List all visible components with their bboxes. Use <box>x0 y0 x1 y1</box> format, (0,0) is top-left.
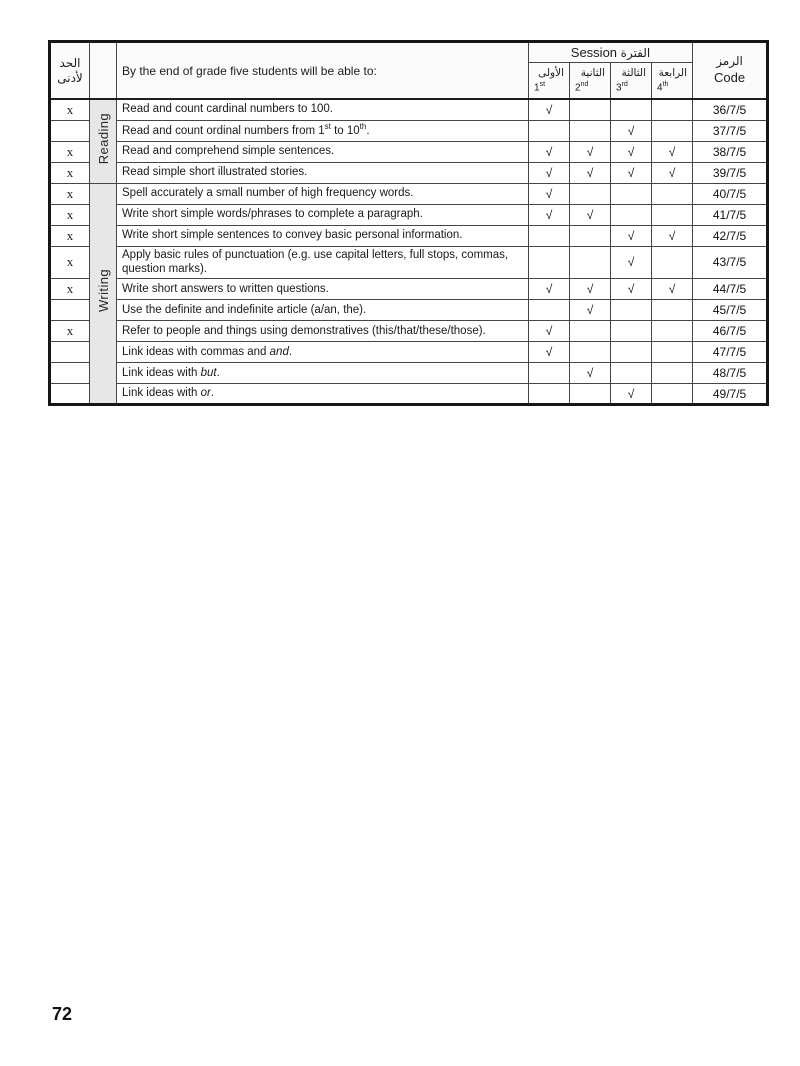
session-label-ar: الفترة <box>620 46 651 60</box>
code-label-ar: الرمز <box>716 54 743 69</box>
objective-cell: Read simple short illustrated stories. <box>117 162 529 183</box>
session-4-check-cell <box>652 321 693 342</box>
objective-cell: Use the definite and indefinite article (a/an, the). <box>117 300 529 321</box>
objective-cell: Apply basic rules of punctuation (e.g. use capital letters, full stops, commas, question marks). <box>117 246 529 279</box>
minimum-indicator-cell <box>50 384 90 405</box>
table-row <box>50 183 768 204</box>
table-row <box>50 204 768 225</box>
session-3-check-cell <box>611 363 652 384</box>
session-1-check-cell <box>529 225 570 246</box>
table-body <box>50 99 768 405</box>
session-2-check-cell <box>570 99 611 120</box>
session-3-check-cell: √ <box>611 225 652 246</box>
minimum-indicator-cell: x <box>50 279 90 300</box>
table-row <box>50 246 768 279</box>
page-number: 72 <box>52 1004 73 1024</box>
table-row <box>50 162 768 183</box>
code-cell: 42/7/5 <box>693 225 768 246</box>
code-cell: 43/7/5 <box>693 246 768 279</box>
table-row <box>50 99 768 120</box>
session-4-check-cell <box>652 246 693 279</box>
session-1-check-cell <box>529 363 570 384</box>
session-column-header-4: الرابعة 4th <box>652 63 693 100</box>
session-1-check-cell: √ <box>529 279 570 300</box>
session-1-check-cell: √ <box>529 321 570 342</box>
code-cell: 49/7/5 <box>693 384 768 405</box>
code-cell: 36/7/5 <box>693 99 768 120</box>
session-3-check-cell: √ <box>611 279 652 300</box>
session-2-check-cell <box>570 321 611 342</box>
session-2-check-cell <box>570 384 611 405</box>
session-1-check-cell: √ <box>529 183 570 204</box>
table-row <box>50 384 768 405</box>
objective-cell: Write short simple words/phrases to complete a paragraph. <box>117 204 529 225</box>
session-4-check-cell <box>652 183 693 204</box>
session-2-check-cell: √ <box>570 204 611 225</box>
objective-cell: Link ideas with or. <box>117 384 529 405</box>
table-row <box>50 120 768 141</box>
session-4-check-cell <box>652 384 693 405</box>
session-1-check-cell <box>529 246 570 279</box>
section-column-header <box>90 42 117 100</box>
session-4-check-cell: √ <box>652 162 693 183</box>
section-label-text: Reading <box>95 113 111 165</box>
session-1-check-cell: √ <box>529 99 570 120</box>
session-column-header-1: الأولى 1st <box>529 63 570 100</box>
minimum-indicator-cell: x <box>50 246 90 279</box>
code-cell: 38/7/5 <box>693 141 768 162</box>
minimum-indicator-cell: x <box>50 204 90 225</box>
session-1-check-cell: √ <box>529 204 570 225</box>
session-2-check-cell: √ <box>570 363 611 384</box>
session-3-check-cell <box>611 342 652 363</box>
code-cell: 39/7/5 <box>693 162 768 183</box>
session-4-check-cell <box>652 204 693 225</box>
code-label-en: Code <box>713 69 746 85</box>
session-3-check-cell: √ <box>611 141 652 162</box>
session-2-check-cell <box>570 120 611 141</box>
minimum-indicator-cell <box>50 300 90 321</box>
code-cell: 48/7/5 <box>693 363 768 384</box>
session-label-en: Session <box>570 45 618 60</box>
minimum-indicator-cell <box>50 363 90 384</box>
table-header <box>50 42 768 100</box>
session-1-check-cell <box>529 300 570 321</box>
objective-cell: Read and comprehend simple sentences. <box>117 141 529 162</box>
session-4-check-cell <box>652 300 693 321</box>
code-cell: 37/7/5 <box>693 120 768 141</box>
session-4-check-cell: √ <box>652 141 693 162</box>
session-2-check-cell: √ <box>570 300 611 321</box>
session-4-check-cell <box>652 342 693 363</box>
min-column-header <box>50 42 90 100</box>
table-row <box>50 321 768 342</box>
session-3-check-cell <box>611 321 652 342</box>
code-column-header <box>693 42 768 100</box>
session-4-check-cell <box>652 120 693 141</box>
session-3-check-cell <box>611 204 652 225</box>
session-3-check-cell: √ <box>611 384 652 405</box>
min-header-line2: لأدنى <box>57 70 83 85</box>
objective-cell: Spell accurately a small number of high frequency words. <box>117 183 529 204</box>
session-3-check-cell <box>611 99 652 120</box>
session-2-check-cell <box>570 225 611 246</box>
session-3-check-cell: √ <box>611 120 652 141</box>
objective-cell: Write short simple sentences to convey basic personal information. <box>117 225 529 246</box>
session-2-check-cell: √ <box>570 141 611 162</box>
table-row <box>50 363 768 384</box>
objective-cell: Read and count ordinal numbers from 1st to 10th. <box>117 120 529 141</box>
session-3-check-cell: √ <box>611 162 652 183</box>
code-cell: 40/7/5 <box>693 183 768 204</box>
session-2-check-cell: √ <box>570 162 611 183</box>
section-label-reading <box>90 99 117 183</box>
minimum-indicator-cell: x <box>50 321 90 342</box>
objective-cell: Write short answers to written questions. <box>117 279 529 300</box>
session-column-header-3: الثالثة 3rd <box>611 63 652 100</box>
minimum-indicator-cell: x <box>50 162 90 183</box>
session-column-header-2: الثانية 2nd <box>570 63 611 100</box>
objective-cell: Link ideas with commas and and. <box>117 342 529 363</box>
session-4-check-cell <box>652 363 693 384</box>
code-cell: 41/7/5 <box>693 204 768 225</box>
min-header-line1: الحد <box>59 55 81 70</box>
session-3-check-cell <box>611 183 652 204</box>
table-row <box>50 300 768 321</box>
session-4-check-cell: √ <box>652 225 693 246</box>
code-cell: 46/7/5 <box>693 321 768 342</box>
minimum-indicator-cell <box>50 342 90 363</box>
table-row <box>50 342 768 363</box>
minimum-indicator-cell: x <box>50 183 90 204</box>
code-cell: 44/7/5 <box>693 279 768 300</box>
section-label-writing <box>90 183 117 405</box>
table-row <box>50 141 768 162</box>
table-row <box>50 225 768 246</box>
objective-cell: Refer to people and things using demonstratives (this/that/these/those). <box>117 321 529 342</box>
objective-cell: Read and count cardinal numbers to 100. <box>117 99 529 120</box>
minimum-indicator-cell: x <box>50 225 90 246</box>
session-1-check-cell <box>529 120 570 141</box>
session-3-check-cell <box>611 300 652 321</box>
session-1-check-cell: √ <box>529 162 570 183</box>
session-1-check-cell: √ <box>529 342 570 363</box>
session-2-check-cell <box>570 342 611 363</box>
session-1-check-cell <box>529 384 570 405</box>
code-cell: 47/7/5 <box>693 342 768 363</box>
minimum-indicator-cell <box>50 120 90 141</box>
session-2-check-cell <box>570 246 611 279</box>
session-2-check-cell <box>570 183 611 204</box>
session-group-header <box>529 42 693 63</box>
minimum-indicator-cell: x <box>50 99 90 120</box>
section-label-text: Writing <box>95 269 111 313</box>
objectives-column-header: By the end of grade five students will be able to: <box>117 42 529 100</box>
objectives-table <box>48 40 769 406</box>
header-row-top <box>50 42 768 63</box>
session-4-check-cell <box>652 99 693 120</box>
session-4-check-cell: √ <box>652 279 693 300</box>
session-2-check-cell: √ <box>570 279 611 300</box>
session-1-check-cell: √ <box>529 141 570 162</box>
session-3-check-cell: √ <box>611 246 652 279</box>
objective-cell: Link ideas with but. <box>117 363 529 384</box>
code-cell: 45/7/5 <box>693 300 768 321</box>
table-row <box>50 279 768 300</box>
minimum-indicator-cell: x <box>50 141 90 162</box>
